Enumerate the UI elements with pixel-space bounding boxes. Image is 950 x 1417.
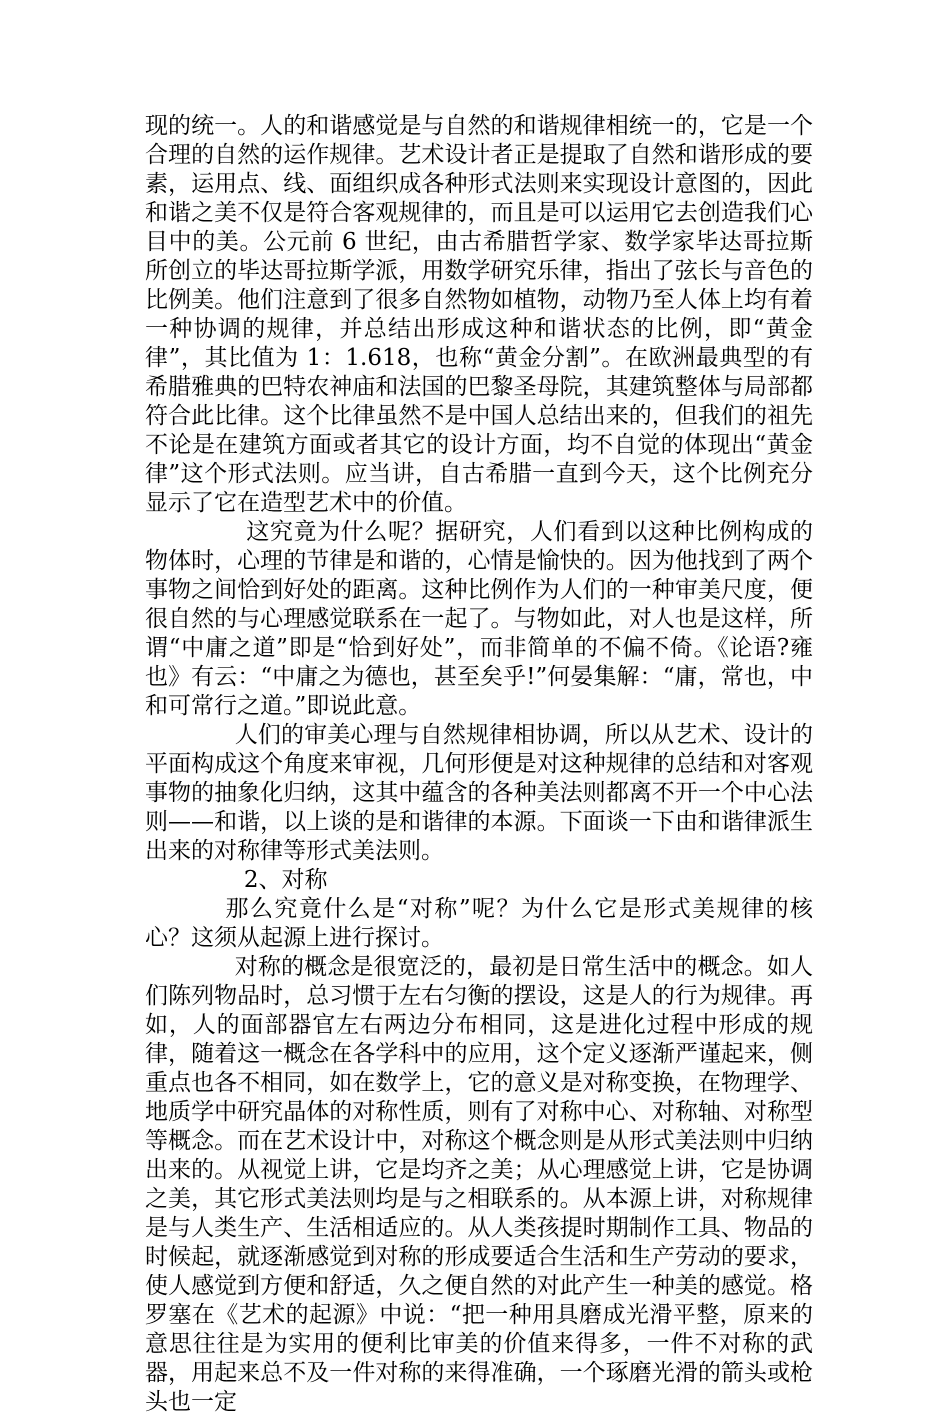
paragraph-symmetry-concept: 对称的概念是很宽泛的，最初是日常生活中的概念。如人们陈列物品时，总习惯于左右匀衡的摆设，这是人的行为规律。再如，人的面部器官左右两边分布相同，这是进化过程中形成的规律，随着这一概念在各学科中的应用，这个定义逐渐严谨起来，侧重点也各不相同，如在数学上，它的意义是对称变换，在物理学、地质学中研究晶体的对称性质，则有了对称中心、对称轴、对称型等概念。而在艺术设计中，对称这个概念则是从形式美法则中归纳出来的。从视觉上讲，它是均齐之美；从心理感觉上讲，它是协调之美，其它形式美法则均是与之相联系的。从本源上讲，对称规律是与人类生产、生活相适应的。从人类孩提时期制作工具、物品的时候起，就逐渐感觉到对称的形成要适合生活和生产劳动的要求，使人感觉到方便和舒适，久之便自然的对此产生一种美的感觉。格罗塞在《艺术的起源》中说：“把一种用具磨成光滑平整，原来的意思往往是为实用的便利比审美的价值来得多，一件不对称的武器，用起来总不及一件对称的来得准确，一个琢磨光滑的箭头或枪头也一定	[145, 954, 813, 1415]
section-heading-symmetry: 2、对称	[243, 867, 328, 893]
paragraph-symmetry-question: 那么究竟什么是“对称”呢？为什么它是形式美规律的核心？这须从起源上进行探讨。	[145, 896, 813, 951]
paragraph-psychology: 这究竟为什么呢？据研究，人们看到以这种比例构成的物体时，心理的节律是和谐的，心情是愉快的。因为他找到了两个事物之间恰到好处的距离。这种比例作为人们的一种审美尺度，便很自然的与心理感觉联系在一起了。与物如此，对人也是这样，所谓“中庸之道”即是“恰到好处”，而非简单的不偏不倚。《论语?雍也》有云：“中庸之为德也，甚至矣乎!”何晏集解：“庸，常也，中和可常行之道。”即说此意。	[145, 519, 813, 719]
paragraph-harmony-origin: 现的统一。人的和谐感觉是与自然的和谐规律相统一的，它是一个合理的自然的运作规律。艺术设计者正是提取了自然和谐形成的要素，运用点、线、面组织成各种形式法则来实现设计意图的，因此和谐之美不仅是符合客观规律的，而且是可以运用它去创造我们心目中的美。公元前 6 世纪，由古希腊哲学家、数学家毕达哥拉斯所创立的毕达哥拉斯学派，用数学研究乐律，指出了弦长与音色的比例美。他们注意到了很多自然物如植物，动物乃至人体上均有着一种协调的规律，并总结出形成这种和谐状态的比例，即“黄金律”，其比值为 1：1.618，也称“黄金分割”。在欧洲最典型的有希腊雅典的巴特农神庙和法国的巴黎圣母院，其建筑整体与局部都符合此比律。这个比律虽然不是中国人总结出来的，但我们的祖先不论是在建筑方面或者其它的设计方面，均不自觉的体现出“黄金律”这个形式法则。应当讲，自古希腊一直到今天，这个比例充分显示了它在造型艺术中的价值。	[145, 113, 813, 516]
paragraph-aesthetic-psychology: 人们的审美心理与自然规律相协调，所以从艺术、设计的平面构成这个角度来审视，几何形便是对这种规律的总结和对客观事物的抽象化归纳，这其中蕴含的各种美法则都离不开一个中心法则——和谐，以上谈的是和谐律的本源。下面谈一下由和谐律派生出来的对称律等形式美法则。	[145, 722, 813, 864]
document-page	[145, 112, 813, 1417]
